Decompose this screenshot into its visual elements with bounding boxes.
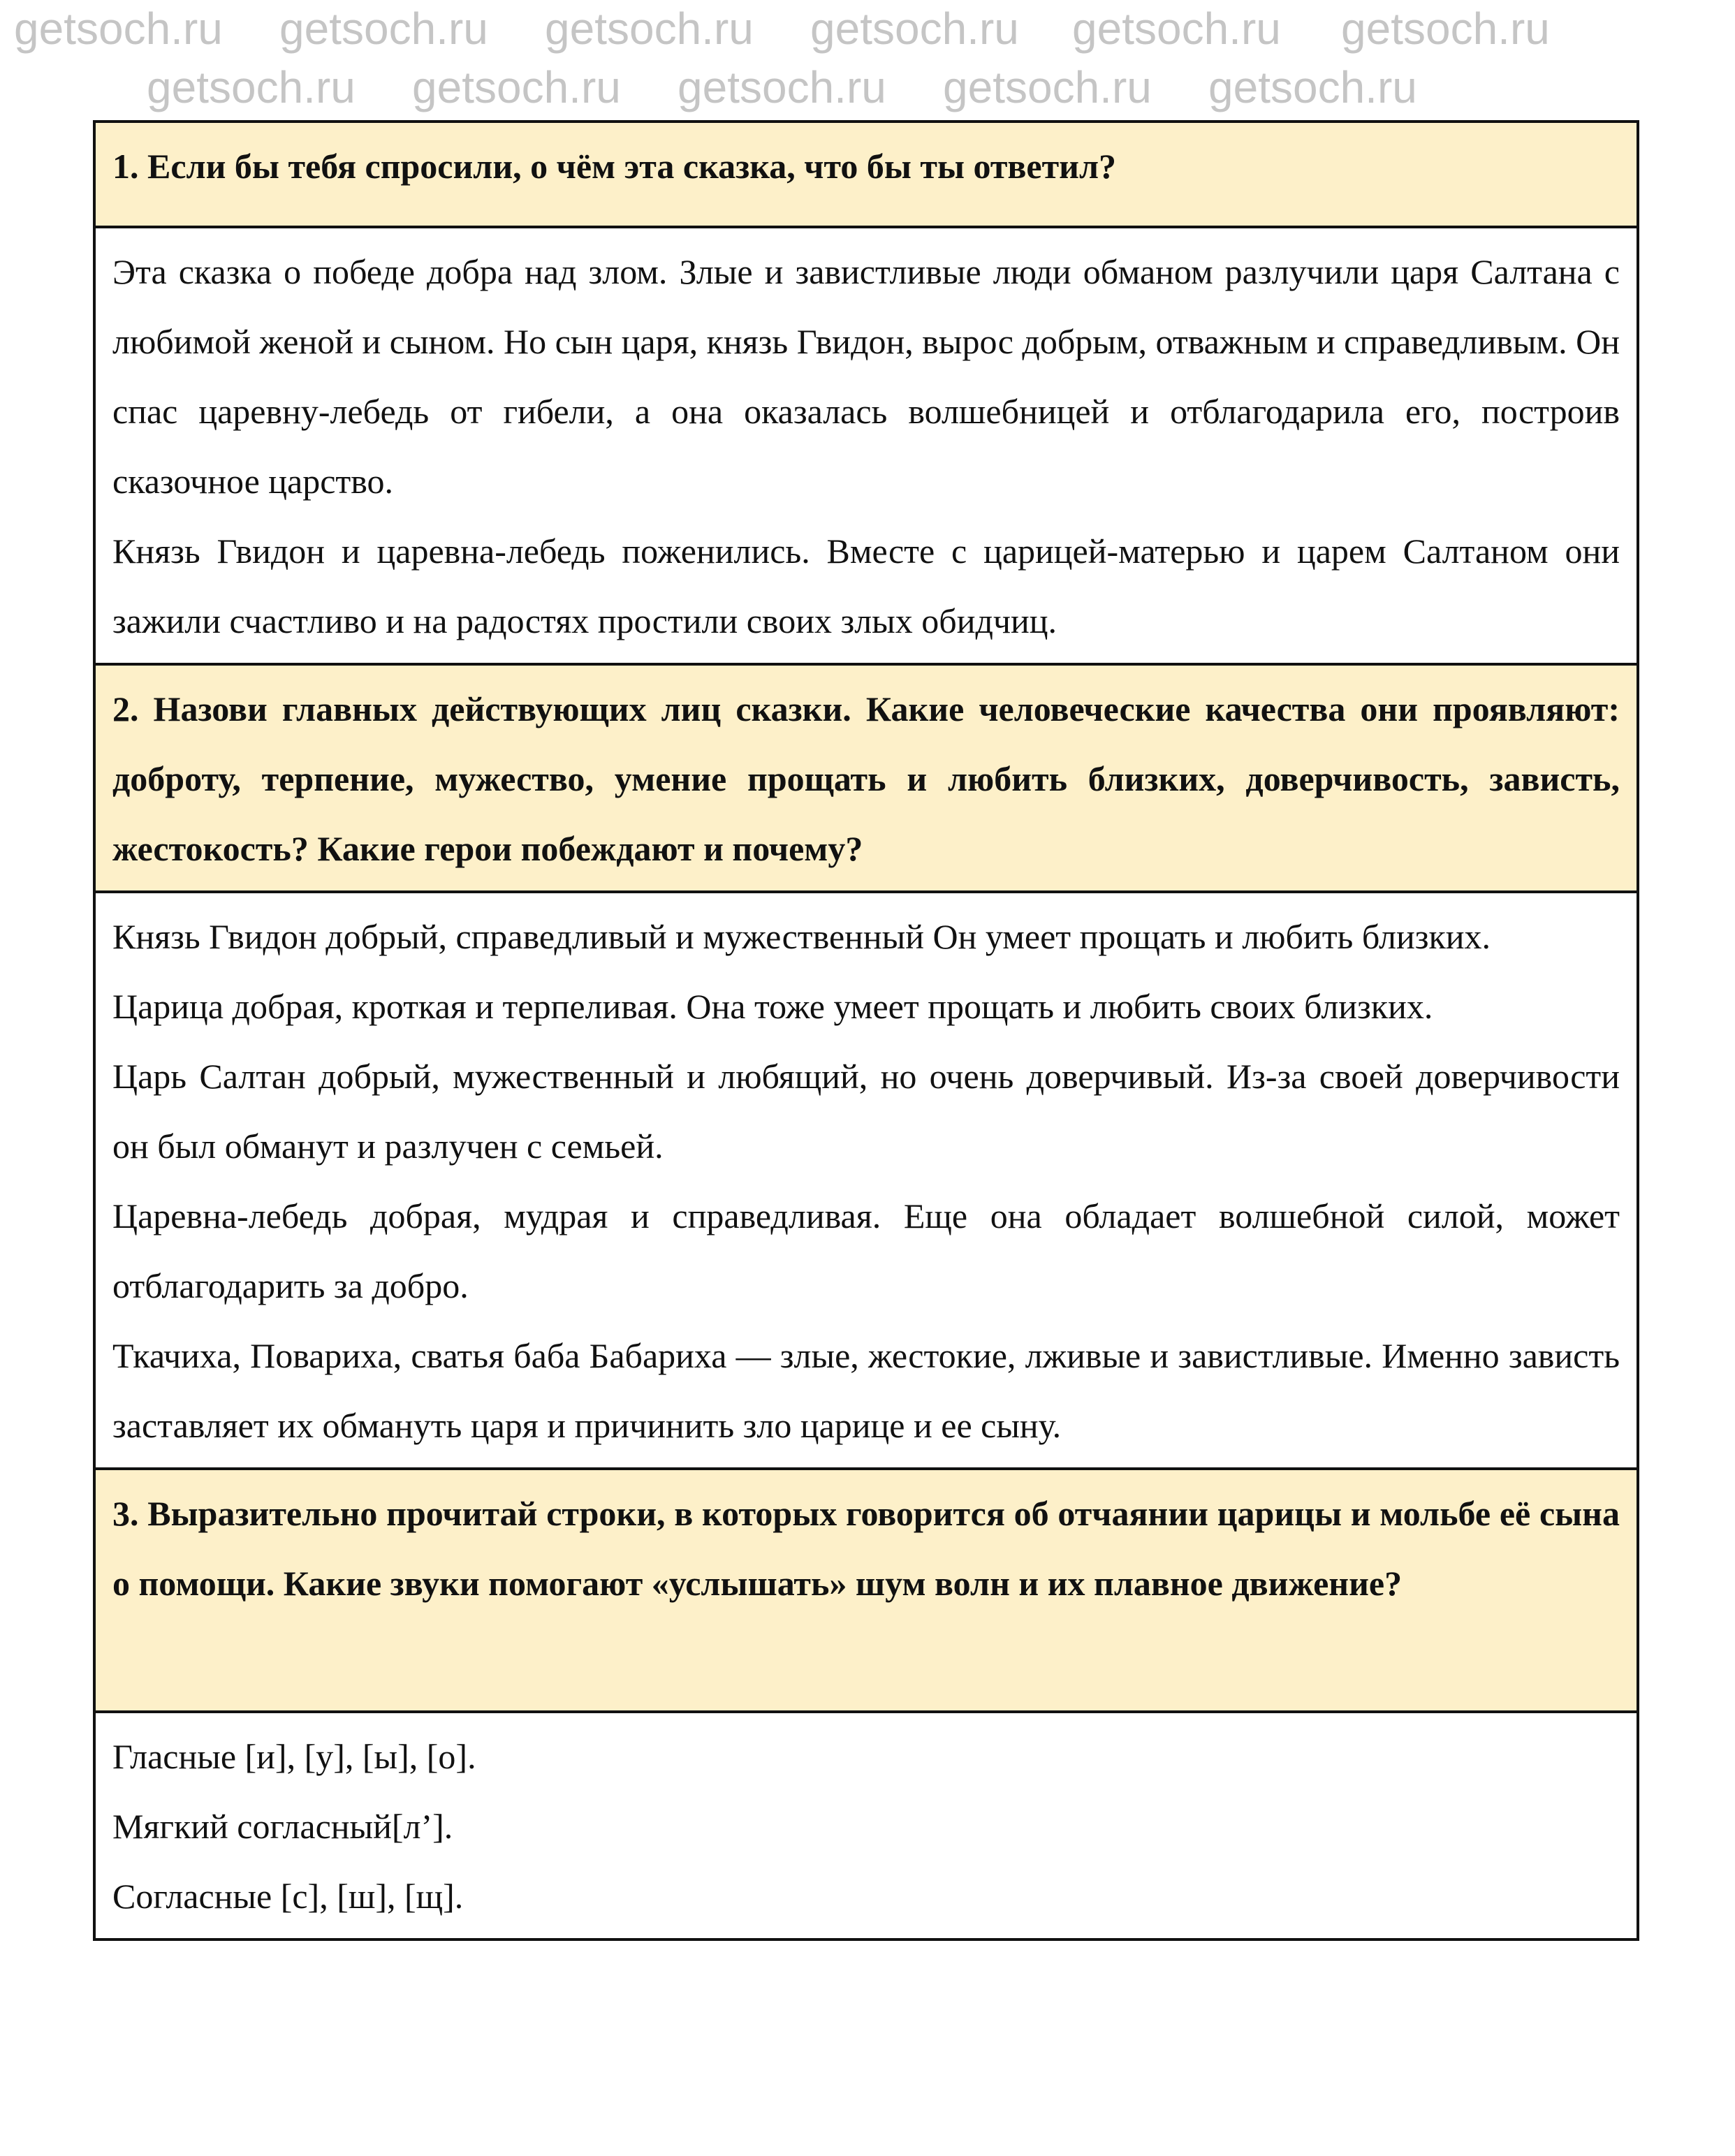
answer-paragraph: Согласные [с], [ш], [щ]. (112, 1877, 464, 1916)
question-2: 2. Назови главных действующих лиц сказки. Какие человеческие качества они проявляют: доброту, терпение, мужество, умение прощать и любить близких, доверчивость, зависть, жестокость? Какие герои побеждают и почему? (96, 663, 1637, 890)
watermark: getsoch.ru (545, 3, 754, 54)
answer-paragraph: Царица добрая, кроткая и терпеливая. Она тоже умеет прощать и любить своих близких. (112, 987, 1433, 1026)
qa-table (93, 120, 1639, 1941)
watermark: getsoch.ru (1072, 3, 1281, 54)
watermark: getsoch.ru (810, 3, 1019, 54)
watermark: getsoch.ru (678, 62, 886, 112)
watermark: getsoch.ru (1341, 3, 1550, 54)
answer-paragraph: Князь Гвидон добрый, справедливый и мужественный Он умеет прощать и любить близких. (112, 917, 1491, 956)
answer-paragraph: Ткачиха, Повариха, сватья баба Бабариха — злые, жестокие, лживые и завистливые. Именно зависть заставляет их обмануть царя и причинить зло царице и ее сыну. (112, 1336, 1620, 1445)
answer-2 (96, 890, 1637, 1467)
question-3: 3. Выразительно прочитай строки, в которых говорится об отчаянии царицы и мольбе её сына о помощи. Какие звуки помогают «услышать» шум волн и их плавное движение? (96, 1467, 1637, 1710)
answer-paragraph: Царь Салтан добрый, мужественный и любящий, но очень доверчивый. Из-за своей доверчивости он был обманут и разлучен с семьей. (112, 1057, 1620, 1166)
watermark: getsoch.ru (147, 62, 356, 112)
answer-1 (96, 226, 1637, 663)
answer-paragraph: Царевна-лебедь добрая, мудрая и справедливая. Еще она обладает волшебной силой, может отблагодарить за добро. (112, 1196, 1620, 1305)
watermark: getsoch.ru (14, 3, 223, 54)
answer-paragraph: Эта сказка о победе добра над злом. Злые и завистливые люди обманом разлучили царя Салтана с любимой женой и сыном. Но сын царя, князь Гвидон, вырос добрым, отважным и справедливым. Он спас царевну-лебедь от гибели, а она оказалась волшебницей и отблагодарила его, построив сказочное царство. (112, 252, 1620, 501)
question-1: 1. Если бы тебя спросили, о чём эта сказка, что бы ты ответил? (96, 123, 1637, 226)
answer-paragraph: Мягкий согласный[л’]. (112, 1807, 453, 1846)
answer-3 (96, 1710, 1637, 1938)
watermark: getsoch.ru (943, 62, 1152, 112)
watermark: getsoch.ru (1208, 62, 1417, 112)
watermark: getsoch.ru (279, 3, 488, 54)
watermark: getsoch.ru (412, 62, 621, 112)
answer-paragraph: Князь Гвидон и царевна-лебедь поженились. Вместе с царицей-матерью и царем Салтаном они зажили счастливо и на радостях простили своих злых обидчиц. (112, 531, 1620, 640)
answer-paragraph: Гласные [и], [у], [ы], [о]. (112, 1737, 476, 1776)
